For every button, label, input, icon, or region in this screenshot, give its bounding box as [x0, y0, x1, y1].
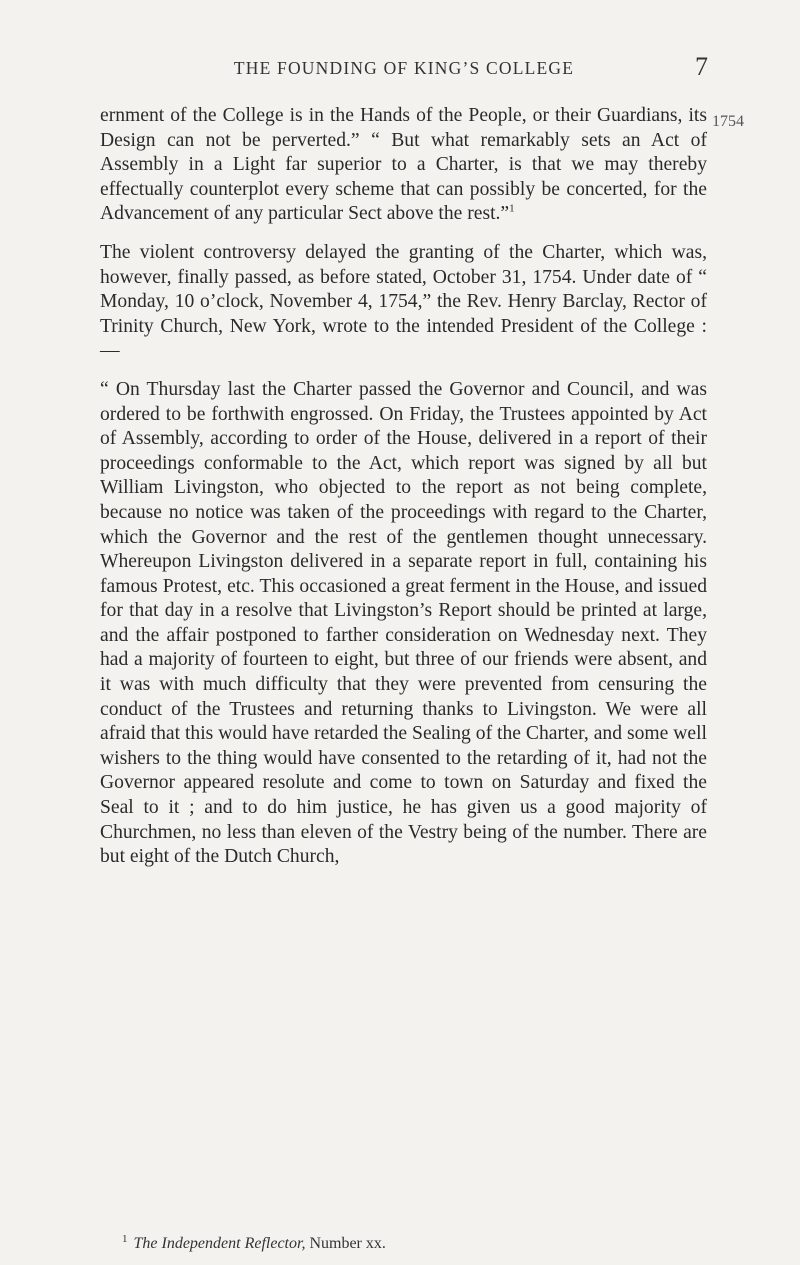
paragraph-1: [100, 104, 707, 227]
paragraph-2-text: The violent controversy delayed the granting of the Charter, which was, however, finally passed, as before stated, October 31, 1754. Under date of “ Monday, 10 o’clock, November 4, 1754,” the Rev. Henry Barclay, Rector of Trinity Church, New York, wrote to the intended President of the College : —: [100, 241, 707, 362]
footnote-rest: Number xx.: [305, 1235, 386, 1252]
page-header: [100, 52, 708, 92]
footnote-number: 1: [122, 1232, 128, 1245]
body-text: [100, 104, 707, 870]
page-number: 7: [695, 52, 708, 81]
paragraph-3-text: “ On Thursday last the Charter passed the Governor and Council, and was ordered to be forthwith engrossed. On Friday, the Trustees appointed by Act of Assembly, according to order of the House, delivered in a report of their proceedings conformable to the Act, which report was signed by all but William Livingston, who objected to the report as not being complete, because no notice was taken of the proceedings with regard to the Charter, which the Governor and the rest of the gentlemen thought unnecessary. Whereupon Livingston delivered in a separate report in full, containing his famous Protest, etc. This occasioned a great ferment in the House, and issued for that day in a resolve that Livingston’s Report should be printed at large, and the affair postponed to farther consideration on Wednesday next. They had a majority of fourteen to eight, but three of our friends were absent, and it was with much difficulty that they were prevented from censuring the conduct of the Trustees and returning thanks to Livingston. We were all afraid that this would have retarded the Sealing of the Charter, and some well wishers to the thing would have consented to the retarding of it, had not the Governor appeared resolute and come to town on Saturday and fixed the Seal to it ; and to do him justice, he has given us a good majority of Churchmen, no less than eleven of the Vestry being of the number. There are but eight of the Dutch Church,: [100, 378, 707, 868]
footnote: [122, 1232, 386, 1253]
paragraph-1-text: ernment of the College is in the Hands of the People, or their Guardians, its Design can not be perverted.” “ But what remarkably sets an Act of Assembly in a Light far superior to a Charter, is that we may thereby effectually counterplot every scheme that can possibly be concerted, for the Advancement of any particular Sect above the rest.”: [100, 105, 707, 225]
paragraph-3: [100, 378, 707, 870]
footnote-mark: 1: [509, 202, 515, 215]
margin-year-note: 1754: [712, 113, 744, 130]
running-title: THE FOUNDING OF KING’S COLLEGE: [233, 58, 575, 78]
footnote-title: The Independent Reflector,: [133, 1235, 306, 1252]
paragraph-2: [100, 241, 707, 364]
